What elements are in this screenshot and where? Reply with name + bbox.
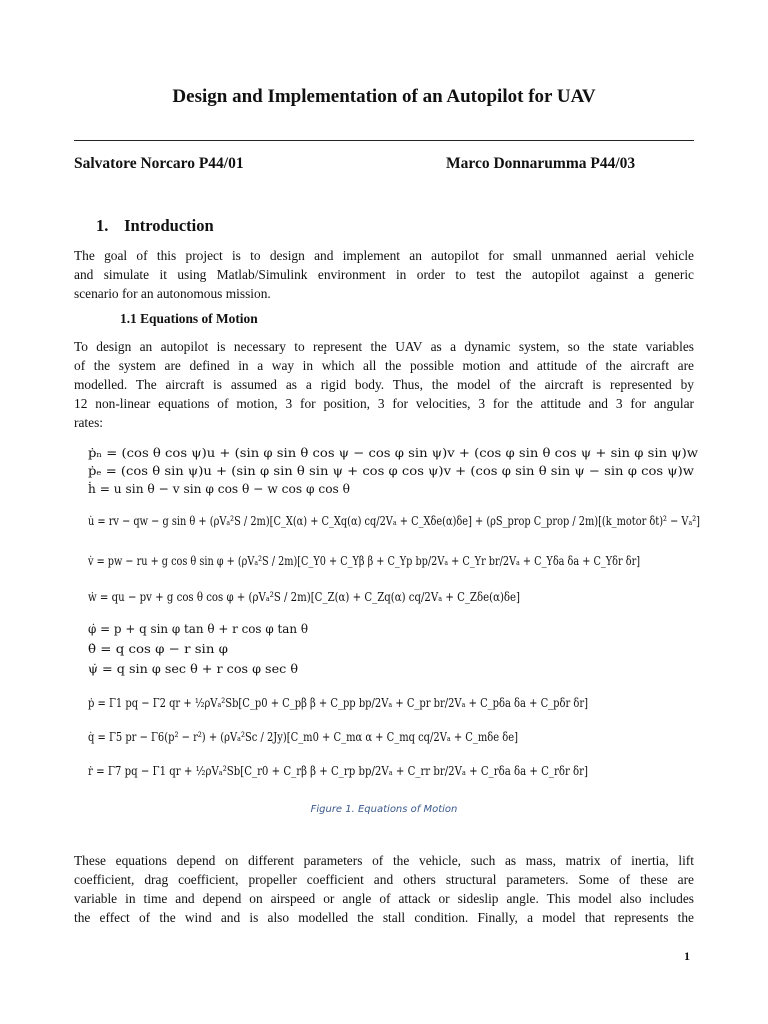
closing-paragraph xyxy=(74,851,694,927)
paper-title: Design and Implementation of an Autopilot for UAV xyxy=(172,86,596,107)
equation-v: v̇ = pw − ru + g cos θ sin φ + (ρVₐ²S / 2m)[C_Y0 + C_Yβ β + C_Yp bp/2Vₐ + C_Yr br/2Vₐ + C_Yδa δa + C_Yδr δr] xyxy=(87,553,640,568)
paragraph-line: These equations depend on different parameters of the vehicle, such as mass, matrix of inertia, lift xyxy=(74,853,694,868)
paragraph-line: To design an autopilot is necessary to represent the UAV as a dynamic system, so the state variables xyxy=(74,339,694,354)
equation-pe: ṗₑ = (cos θ sin ψ)u + (sin φ sin θ sin ψ + cos φ cos ψ)v + (cos φ sin θ sin ψ − sin φ cos ψ)w xyxy=(88,463,695,478)
eom-paragraph xyxy=(74,337,694,432)
equation-w: ẇ = qu − pv + g cos θ cos φ + (ρVₐ²S / 2m)[C_Z(α) + C_Zq(α) cq/2Vₐ + C_Zδe(α)δe] xyxy=(88,589,520,604)
figure-caption: Figure 1. Equations of Motion xyxy=(310,804,458,815)
paragraph-line: rates: xyxy=(74,415,103,430)
section-heading xyxy=(96,216,214,236)
title-divider xyxy=(74,140,694,141)
paragraph-line: and simulate it using Matlab/Simulink environment in order to test the autopilot against a generic xyxy=(74,267,694,282)
section-title: Introduction xyxy=(124,216,214,235)
author-2: Marco Donnarumma P44/03 xyxy=(446,155,636,172)
paragraph-line: modelled. The aircraft is assumed as a rigid body. Thus, the model of the aircraft is represented by xyxy=(74,377,694,392)
equations-svg xyxy=(88,441,708,791)
equation-psi: ψ̇ = q sin φ sec θ + r cos φ sec θ xyxy=(88,661,298,676)
equation-p: ṗ = Γ1 pq − Γ2 qr + ½ρVₐ²Sb[C_p0 + C_pβ β + C_pp bp/2Vₐ + C_pr br/2Vₐ + C_pδa δa + C_pδr δr] xyxy=(88,695,588,710)
equation-phi: φ̇ = p + q sin φ tan θ + r cos φ tan θ xyxy=(88,621,308,636)
equations-figure xyxy=(88,441,708,791)
subsection-heading: 1.1 Equations of Motion xyxy=(120,311,258,326)
paragraph-line: 12 non-linear equations of motion, 3 for position, 3 for velocities, 3 for the attitude and 3 for angular xyxy=(74,396,694,411)
intro-paragraph xyxy=(74,246,694,303)
paragraph-line: coefficient, drag coefficient, propeller coefficient and others structural parameters. Some of these are xyxy=(74,872,694,887)
paragraph-line: The goal of this project is to design and implement an autopilot for small unmanned aerial vehicle xyxy=(74,248,694,263)
author-1: Salvatore Norcaro P44/01 xyxy=(74,155,244,172)
paragraph-line: the effect of the wind and is also modelled the stall condition. Finally, a model that represents the xyxy=(74,910,694,925)
page-number: 1 xyxy=(684,949,690,963)
paragraph-line: of the system are defined in a way in which all the possible motion and attitude of the aircraft are xyxy=(74,358,694,373)
equation-theta: θ̇ = q cos φ − r sin φ xyxy=(88,641,229,656)
equation-q: q̇ = Γ5 pr − Γ6(p² − r²) + (ρVₐ²Sc / 2Jy)[C_m0 + C_mα α + C_mq cq/2Vₐ + C_mδe δe] xyxy=(88,729,518,744)
section-number: 1. xyxy=(96,216,109,235)
paragraph-line: scenario for an autonomous mission. xyxy=(74,286,271,301)
equation-r: ṙ = Γ7 pq − Γ1 qr + ½ρVₐ²Sb[C_r0 + C_rβ β + C_rp bp/2Vₐ + C_rr br/2Vₐ + C_rδa δa + C_rδr δr] xyxy=(88,763,588,778)
paragraph-line: variable in time and depend on airspeed or angle of attack or sideslip angle. This model also includes xyxy=(74,891,694,906)
equation-pn: ṗₙ = (cos θ cos ψ)u + (sin φ sin θ cos ψ − cos φ sin ψ)v + (cos φ sin θ cos ψ + sin φ sin ψ)w xyxy=(88,445,699,460)
equation-h: ḣ = u sin θ − v sin φ cos θ − w cos φ cos θ xyxy=(88,481,350,496)
equation-u: u̇ = rv − qw − g sin θ + (ρVₐ²S / 2m)[C_X(α) + C_Xq(α) cq/2Vₐ + C_Xδe(α)δe] + (ρS_prop C_prop / 2m)[(k_motor δt)² − Vₐ²] xyxy=(88,513,700,528)
